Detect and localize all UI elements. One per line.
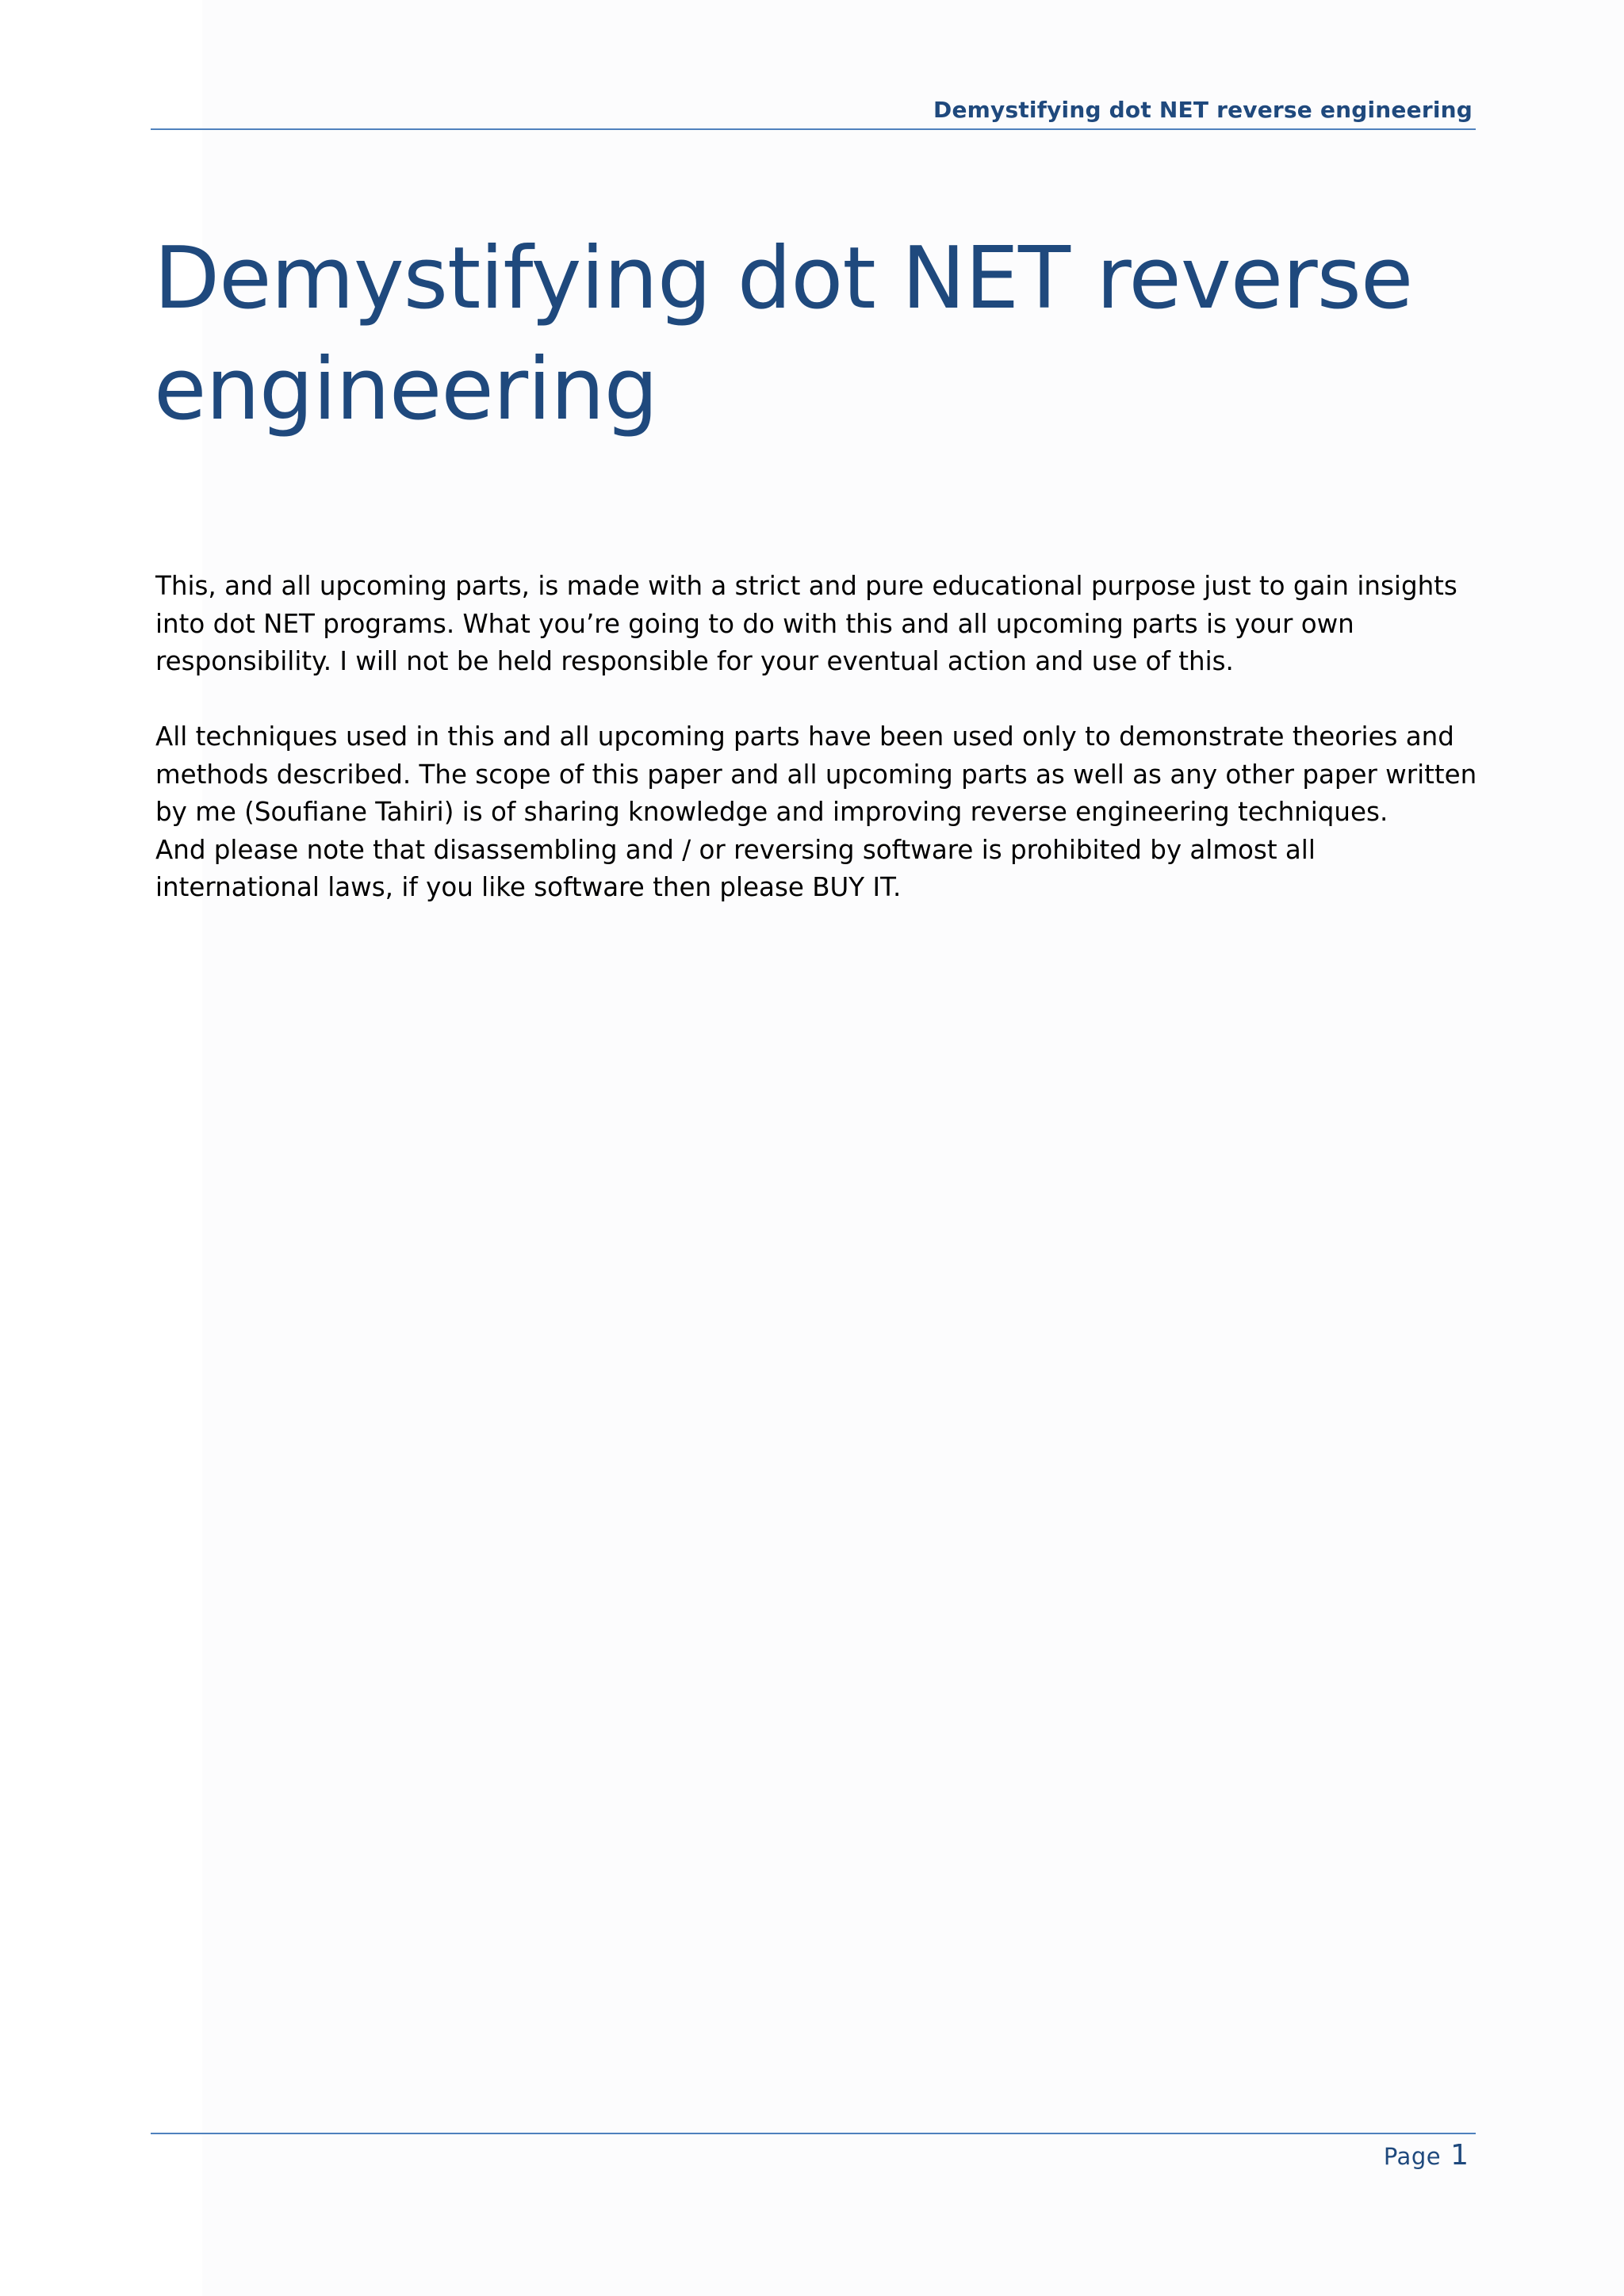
paragraph-text: This, and all upcoming parts, is made with a strict and pure educational purpose just to gain insights into dot NET programs. What you’re going to do with this and all upcoming parts is your own responsibility. I will not be held responsible for your eventual action and use of this. (155, 571, 1457, 676)
page-footer (1316, 2139, 1469, 2172)
footer-divider (151, 2133, 1476, 2134)
paragraph-text: And please note that disassembling and / or reversing software is prohibited by almost all international laws, if you like software then please BUY IT. (155, 834, 1316, 902)
page-number: 1 (1450, 2139, 1469, 2172)
disclaimer-paragraph-2 (155, 718, 1488, 907)
document-title: Demystifying dot NET reverse engineering (154, 229, 1413, 439)
paragraph-text: All techniques used in this and all upcoming parts have been used only to demonstrate theories and methods described. The scope of this paper and all upcoming parts as well as any other paper written by me (Soufiane Tahiri) is of sharing knowledge and improving reverse engineering techniques. (155, 721, 1477, 827)
page-label: Page (1383, 2143, 1442, 2170)
running-header: Demystifying dot NET reverse engineering (933, 97, 1473, 123)
disclaimer-paragraph-1 (155, 568, 1488, 681)
header-divider (151, 128, 1476, 130)
